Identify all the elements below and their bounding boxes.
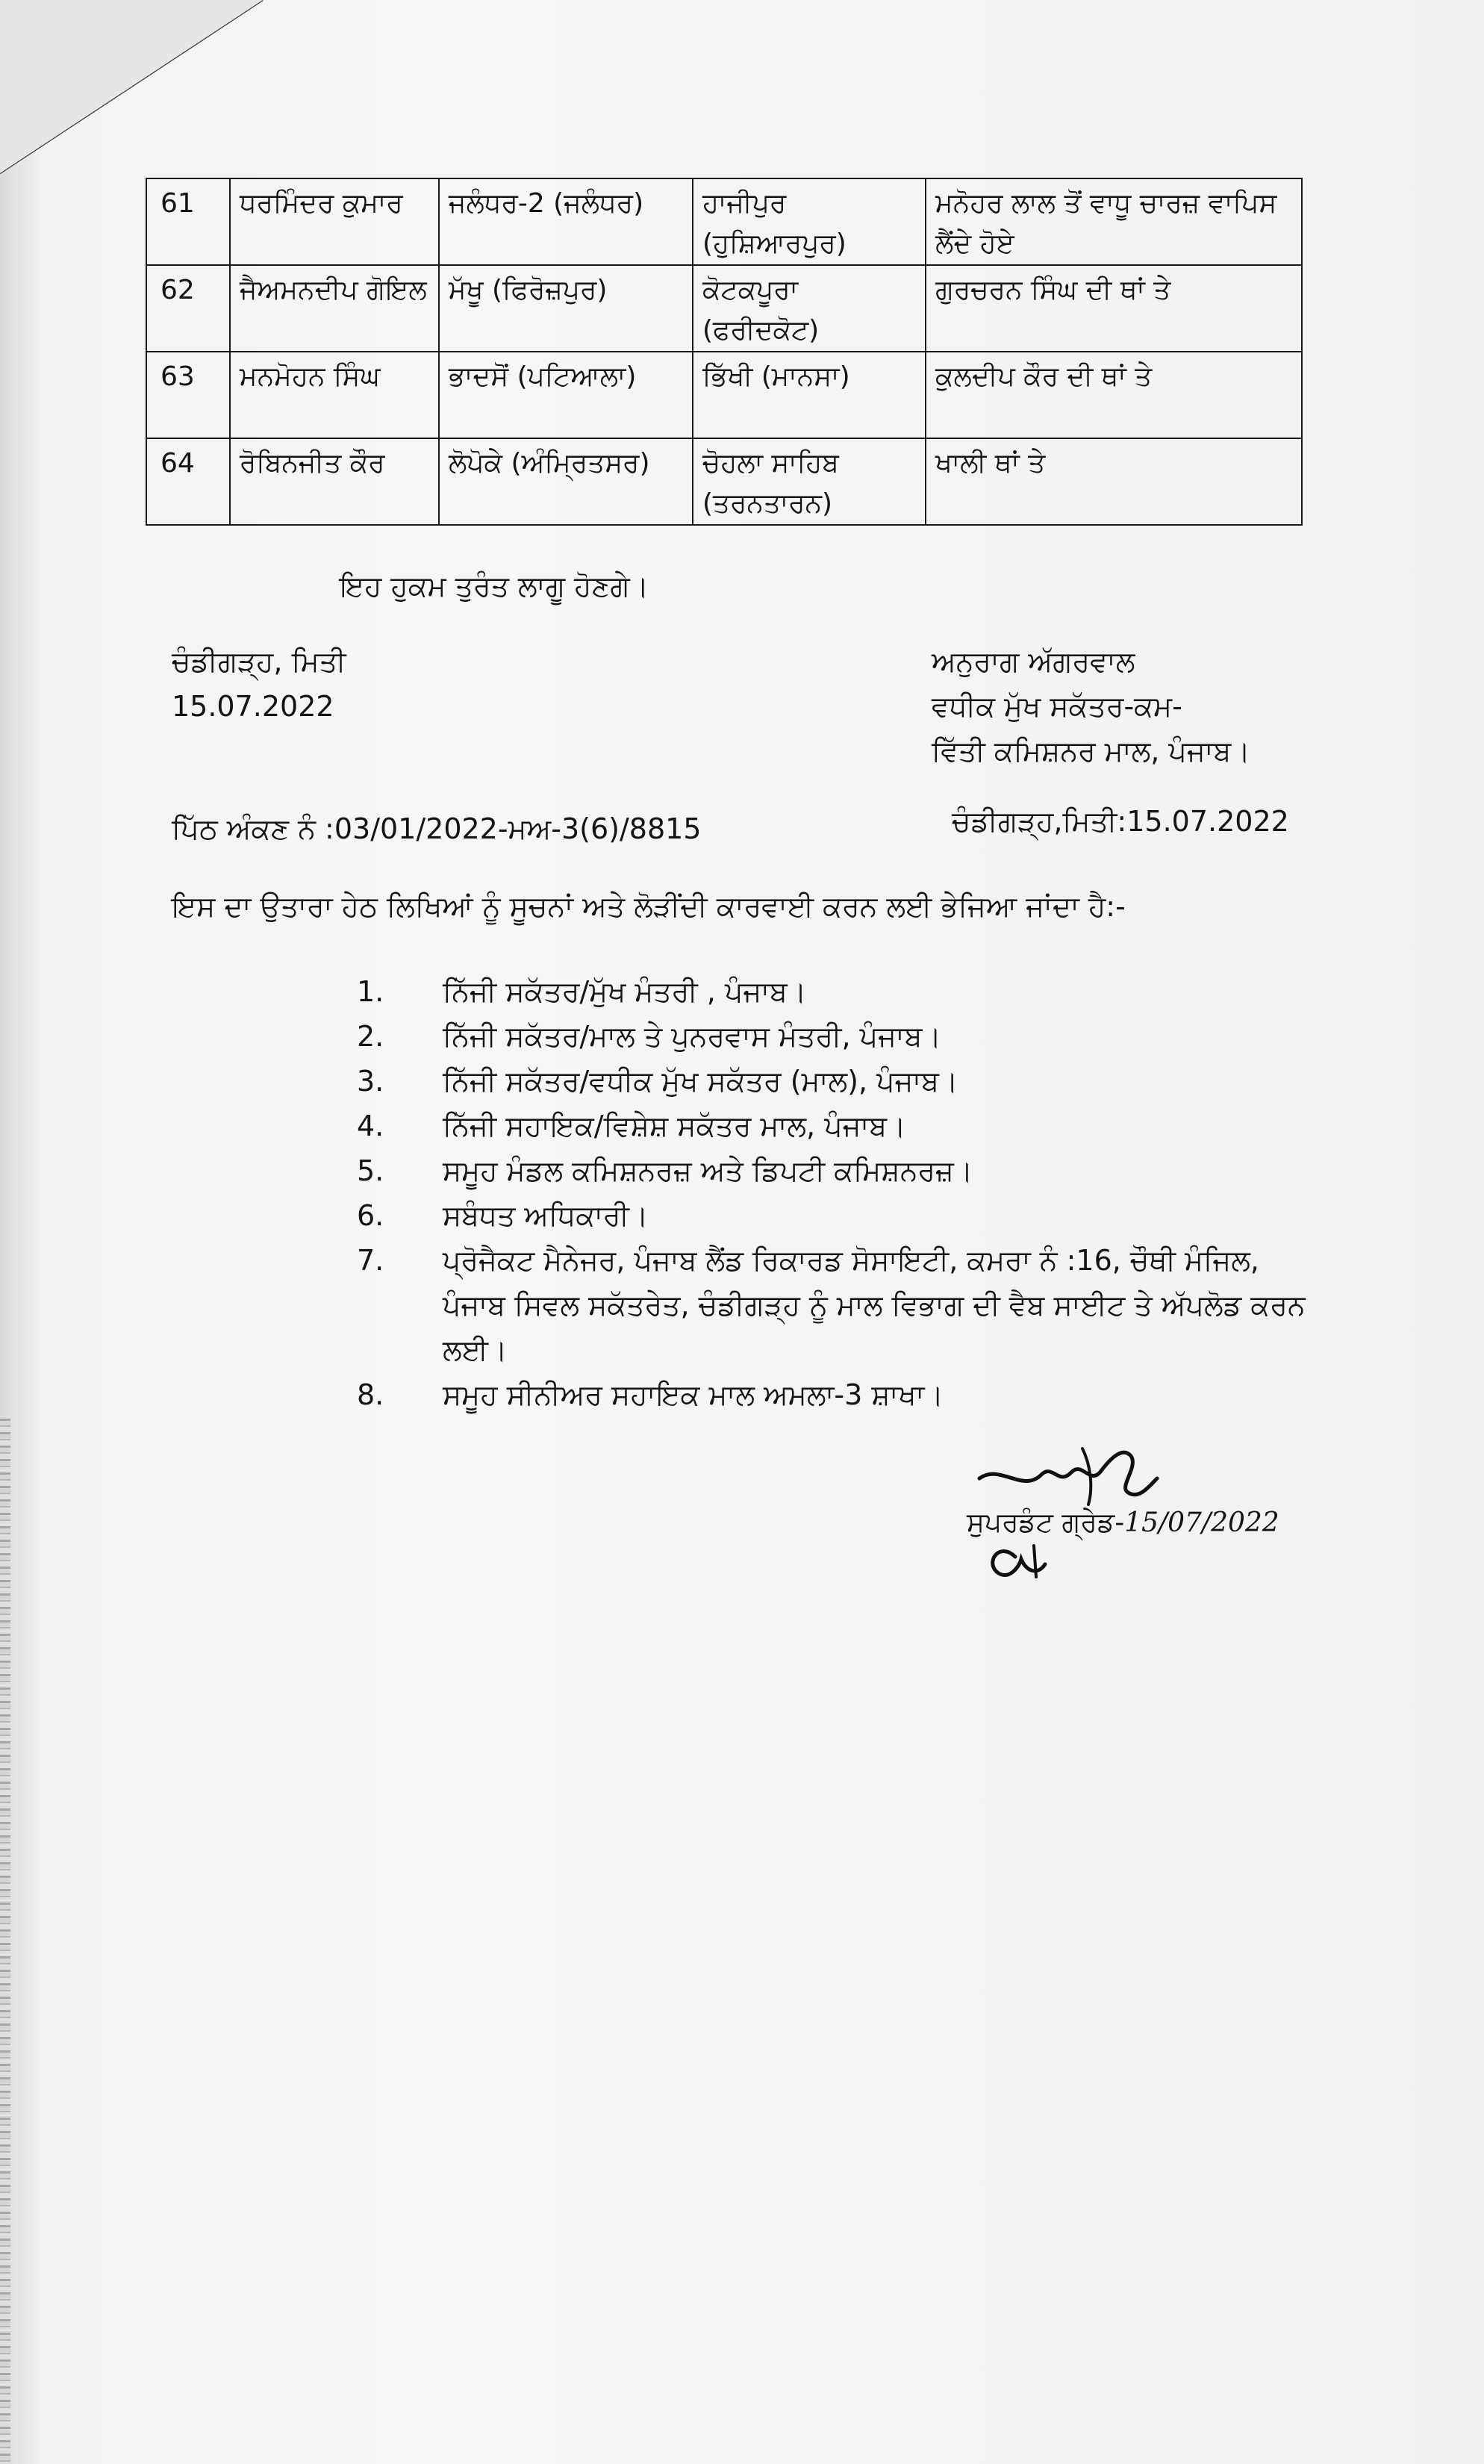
remark-cell: ਕੁਲਦੀਪ ਕੌਰ ਦੀ ਥਾਂ ਤੇ bbox=[926, 352, 1302, 438]
scan-edge-shadow bbox=[0, 1419, 10, 2464]
table-row bbox=[146, 265, 1302, 352]
signatory-designation: ਵਿੱਤੀ ਕਮਿਸ਼ਨਰ ਮਾਲ, ਪੰਜਾਬ। bbox=[932, 735, 1250, 768]
signatory-block bbox=[932, 641, 1250, 775]
page-fold-line bbox=[0, 0, 269, 179]
serial-cell: 64 bbox=[146, 438, 230, 525]
serial-cell: 63 bbox=[146, 352, 230, 438]
remark-cell: ਖਾਲੀ ਥਾਂ ਤੇ bbox=[926, 438, 1302, 525]
officer-name-cell: ਮਨਮੋਹਨ ਸਿੰਘ bbox=[230, 352, 439, 438]
superintendent-sign-line bbox=[967, 1505, 1279, 1542]
officer-name-cell: ਜੈਅਮਨਦੀਪ ਗੋਇਲ bbox=[230, 265, 439, 352]
to-station-cell: ਕੋਟਕਪੂਰਾ (ਫਰੀਦਕੋਟ) bbox=[693, 265, 926, 352]
signatory-name: ਅਨੁਰਾਗ ਅੱਗਰਵਾਲ bbox=[932, 645, 1135, 678]
to-station-cell: ਹਾਜੀਪੁਰ (ਹੁਸ਼ਿਆਰਪੁਰ) bbox=[693, 178, 926, 265]
serial-cell: 62 bbox=[146, 265, 230, 352]
table-row bbox=[146, 438, 1302, 525]
list-item: 1. ਨਿੱਜੀ ਸਕੱਤਰ/ਮੁੱਖ ਮੰਤਰੀ , ਪੰਜਾਬ। bbox=[357, 975, 807, 1008]
table-row bbox=[146, 352, 1302, 438]
list-item: 8. ਸਮੂਹ ਸੀਨੀਅਰ ਸਹਾਇਕ ਮਾਲ ਅਮਲਾ-3 ਸ਼ਾਖਾ। bbox=[357, 1378, 944, 1411]
list-item: 4. ਨਿੱਜੀ ਸਹਾਇਕ/ਵਿਸ਼ੇਸ਼ ਸਕੱਤਰ ਮਾਲ, ਪੰਜਾਬ। bbox=[357, 1110, 906, 1142]
list-item: 2. ਨਿੱਜੀ ਸਕੱਤਰ/ਮਾਲ ਤੇ ਪੁਨਰਵਾਸ ਮੰਤਰੀ, ਪੰਜਾਬ। bbox=[357, 1020, 942, 1053]
signatory-designation: ਵਧੀਕ ਮੁੱਖ ਸਕੱਤਰ-ਕਮ- bbox=[932, 690, 1182, 723]
transfer-orders-table bbox=[146, 178, 1303, 526]
from-station-cell: ਲੋਪੋਕੇ (ਅੰਮ੍ਰਿਤਸਰ) bbox=[439, 438, 693, 525]
recipient-list bbox=[357, 969, 1320, 1417]
list-item: 5. ਸਮੂਹ ਮੰਡਲ ਕਮਿਸ਼ਨਰਜ਼ ਅਤੇ ਡਿਪਟੀ ਕਮਿਸ਼ਨਰਜ਼। bbox=[357, 1154, 973, 1187]
from-station-cell: ਭਾਦਸੋਂ (ਪਟਿਆਲਾ) bbox=[439, 352, 693, 438]
endorsement-date: ਚੰਡੀਗੜ੍ਹ,ਮਿਤੀ:15.07.2022 bbox=[952, 805, 1289, 838]
from-station-cell: ਜਲੰਧਰ-2 (ਜਲੰਧਰ) bbox=[439, 178, 693, 265]
list-item: 3. ਨਿੱਜੀ ਸਕੱਤਰ/ਵਧੀਕ ਮੁੱਖ ਸਕੱਤਰ (ਮਾਲ), ਪੰਜਾਬ। bbox=[357, 1065, 958, 1098]
remark-cell: ਗੁਰਚਰਨ ਸਿੰਘ ਦੀ ਥਾਂ ਤੇ bbox=[926, 265, 1302, 352]
place-date-label: ਚੰਡੀਗੜ੍ਹ, ਮਿਤੀ bbox=[172, 645, 346, 678]
list-item: 7. ਪ੍ਰੋਜੈਕਟ ਮੈਨੇਜਰ, ਪੰਜਾਬ ਲੈਂਡ ਰਿਕਾਰਡ ਸੋਸਾਇਟੀ, ਕਮਰਾ ਨੰ :16, ਚੌਥੀ ਮੰਜਿਲ, ਪੰਜਾਬ ਸਿਵਲ ਸਕੱਤਰੇਤ, ਚੰਡੀਗੜ੍ਹ ਨੂੰ ਮਾਲ ਵਿਭਾਗ ਦੀ ਵੈਬ ਸਾਈਟ ਤੇ ਅੱਪਲੋਡ ਕਰਨ ਲਈ। bbox=[357, 1244, 1306, 1366]
handwritten-date: 15/07/2022 bbox=[1124, 1508, 1279, 1538]
serial-cell: 61 bbox=[146, 178, 230, 265]
superintendent-designation: ਸੁਪਰਡੰਟ ਗ੍ਰੇਡ- bbox=[967, 1508, 1125, 1538]
issue-date: 15.07.2022 bbox=[172, 690, 334, 723]
copy-forwarded-intro: ਇਸ ਦਾ ਉਤਾਰਾ ਹੇਠ ਲਿਖਿਆਂ ਨੂੰ ਸੂਚਨਾਂ ਅਤੇ ਲੋੜੀਂਦੀ ਕਾਰਵਾਈ ਕਰਨ ਲਈ ਭੇਜਿਆ ਜਾਂਦਾ ਹੈ:- bbox=[172, 890, 1126, 923]
officer-name-cell: ਧਰਮਿੰਦਰ ਕੁਮਾਰ bbox=[230, 178, 439, 265]
endorsement-reference: ਪਿੱਠ ਅੰਕਣ ਨੰ :03/01/2022-ਮਅ-3(6)/8815 bbox=[172, 812, 702, 845]
order-effect-statement: ਇਹ ਹੁਕਮ ਤੁਰੰਤ ਲਾਗੂ ਹੋਣਗੇ। bbox=[340, 570, 649, 603]
remark-cell: ਮਨੋਹਰ ਲਾਲ ਤੋਂ ਵਾਧੂ ਚਾਰਜ਼ ਵਾਪਿਸ ਲੈਂਦੇ ਹੋਏ bbox=[926, 178, 1302, 265]
table-row bbox=[146, 178, 1302, 265]
list-item: 6. ਸਬੰਧਤ ਅਧਿਕਾਰੀ। bbox=[357, 1199, 649, 1232]
from-station-cell: ਮੱਖੂ (ਫਿਰੋਜ਼ਪੁਰ) bbox=[439, 265, 693, 352]
to-station-cell: ਚੋਹਲਾ ਸਾਹਿਬ (ਤਰਨਤਾਰਨ) bbox=[693, 438, 926, 525]
to-station-cell: ਭਿੱਖੀ (ਮਾਨਸਾ) bbox=[693, 352, 926, 438]
officer-name-cell: ਰੋਬਿਨਜੀਤ ਕੌਰ bbox=[230, 438, 439, 525]
